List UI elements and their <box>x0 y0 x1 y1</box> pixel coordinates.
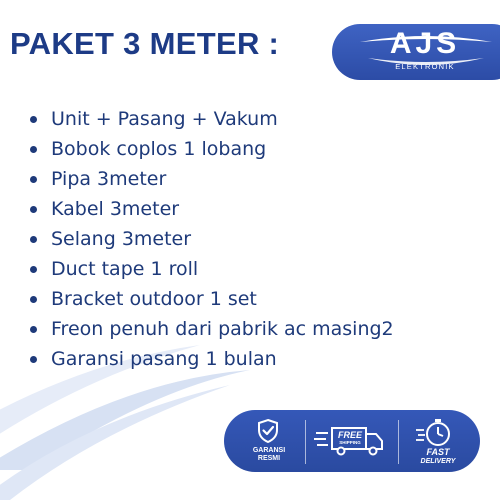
badge-shipping-line1: FREE <box>337 430 362 440</box>
badge-delivery-line2: DELIVERY <box>420 458 456 465</box>
list-item <box>30 314 394 344</box>
list-item-label: Selang 3meter <box>51 228 192 250</box>
shield-check-icon <box>256 418 280 444</box>
badge-delivery-line1: FAST <box>426 447 450 457</box>
bullet-icon <box>30 296 37 303</box>
bullet-icon <box>30 116 37 123</box>
list-item <box>30 224 394 254</box>
list-item <box>30 164 394 194</box>
list-item <box>30 194 394 224</box>
page-title: PAKET 3 METER : <box>10 26 280 61</box>
list-item-label: Pipa 3meter <box>51 168 167 190</box>
badge-divider <box>398 420 399 464</box>
list-item <box>30 104 394 134</box>
badge-shipping-line2: SHIPPING <box>339 440 361 445</box>
bullet-icon <box>30 356 37 363</box>
list-item-label: Bracket outdoor 1 set <box>51 288 257 310</box>
stopwatch-icon <box>414 416 454 448</box>
badge-garansi-line1: GARANSI <box>252 447 286 454</box>
logo-subtitle: ELEKTRONIK <box>395 62 455 71</box>
bullet-icon <box>30 266 37 273</box>
bullet-icon <box>30 146 37 153</box>
bullet-icon <box>30 326 37 333</box>
bullet-icon <box>30 206 37 213</box>
list-item-label: Kabel 3meter <box>51 198 180 220</box>
logo-name: AJS <box>389 27 461 60</box>
list-item <box>30 284 394 314</box>
package-list <box>30 104 394 374</box>
list-item <box>30 134 394 164</box>
list-item <box>30 254 394 284</box>
list-item-label: Unit + Pasang + Vakum <box>51 108 278 130</box>
list-item-label: Garansi pasang 1 bulan <box>51 348 277 370</box>
list-item-label: Freon penuh dari pabrik ac masing2 <box>51 318 394 340</box>
bullet-icon <box>30 236 37 243</box>
list-item-label: Bobok coplos 1 lobang <box>51 138 267 160</box>
bullet-icon <box>30 176 37 183</box>
badge-garansi-line2: RESMI <box>257 455 281 462</box>
list-item-label: Duct tape 1 roll <box>51 258 199 280</box>
list-item <box>30 344 394 374</box>
badge-divider <box>305 420 306 464</box>
